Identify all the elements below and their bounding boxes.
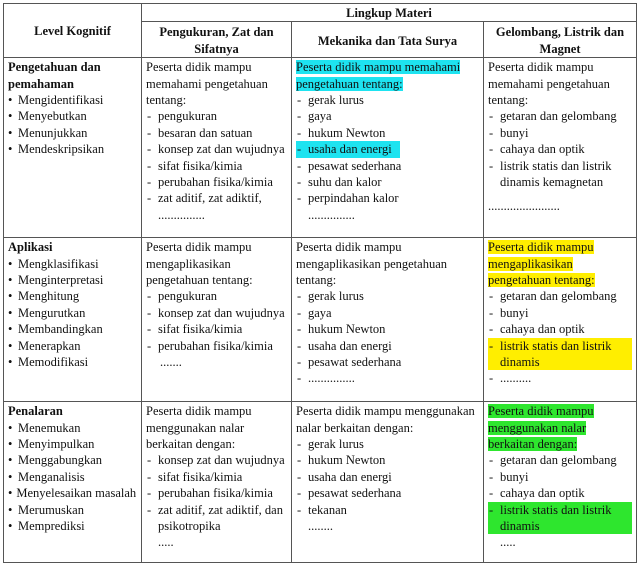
content-cell (292, 238, 484, 402)
list-item: - zat aditif, zat adiktif, dan psikotropika (146, 502, 287, 535)
header-col-waves: Gelombang, Listrik dan Magnet (484, 22, 637, 58)
header-level: Level Kognitif (4, 4, 142, 58)
list-item: - hukum Newton (296, 452, 479, 468)
list-item: - perubahan fisika/kimia (146, 174, 287, 190)
list-item: - pengukuran (146, 108, 287, 124)
list-item: - usaha dan energi (296, 338, 479, 354)
list-item: • Mengurutkan (8, 305, 137, 321)
cell-intro: Peserta didik mampu mengaplikasikan pengetahuan tentang: (146, 240, 253, 288)
list-item: - sifat fisika/kimia (146, 469, 287, 485)
highlighted-list-item: - listrik statis dan listrik dinamis (488, 502, 632, 535)
header-col-measurement: Pengukuran, Zat dan Sifatnya (142, 22, 292, 58)
content-cell (142, 238, 292, 402)
content-cell (292, 402, 484, 563)
list-item: - gerak lurus (296, 436, 479, 452)
header-group: Lingkup Materi (142, 4, 637, 22)
list-item: - konsep zat dan wujudnya (146, 452, 287, 468)
list-item: • Mendeskripsikan (8, 141, 137, 157)
list-item: - hukum Newton (296, 125, 479, 141)
list-item: • Menganalisis (8, 469, 137, 485)
list-item: • Mengklasifikasi (8, 256, 137, 272)
ellipsis: ....... (160, 355, 182, 370)
list-item: - bunyi (488, 469, 632, 485)
list-item: • Menyelesaikan masalah (8, 485, 137, 501)
header-col-mechanics: Mekanika dan Tata Surya (292, 22, 484, 58)
list-item: • Mengidentifikasi (8, 92, 137, 108)
list-item: - gaya (296, 305, 479, 321)
table-row (4, 58, 637, 238)
list-item: - konsep zat dan wujudnya (146, 141, 287, 157)
highlighted-list-item: - listrik statis dan listrik dinamis (488, 338, 632, 371)
cell-intro: Peserta didik mampu memahami pengetahuan tentang: (146, 60, 268, 108)
list-item: - getaran dan gelombang (488, 452, 632, 468)
list-item: • Memprediksi (8, 518, 137, 534)
list-item: - zat aditif, zat adiktif, ............... (146, 190, 287, 223)
level-cell (4, 238, 142, 402)
content-cell (292, 58, 484, 238)
list-item: - gaya (296, 108, 479, 124)
content-cell (484, 402, 637, 563)
highlighted-intro: Peserta didik mampu memahami pengetahuan tentang: (296, 60, 461, 91)
list-item: - cahaya dan optik (488, 485, 632, 501)
content-cell (484, 58, 637, 238)
table-row (4, 402, 637, 563)
list-item: • Menginterpretasi (8, 272, 137, 288)
cell-intro: Peserta didik mampu menggunakan nalar berkaitan dengan: (296, 404, 475, 435)
list-item: - pengukuran (146, 288, 287, 304)
list-item: - besaran dan satuan (146, 125, 287, 141)
list-item: - gerak lurus (296, 92, 479, 108)
list-item: - getaran dan gelombang (488, 288, 632, 304)
cell-intro: Peserta didik mampu memahami pengetahuan tentang: (488, 60, 610, 108)
level-title: Pengetahuan dan pemahaman (8, 60, 101, 91)
ellipsis: ........ (308, 519, 333, 534)
list-item: • Memodifikasi (8, 354, 137, 370)
level-title: Aplikasi (8, 240, 53, 255)
ellipsis: ............... (308, 207, 355, 222)
list-item: - sifat fisika/kimia (146, 321, 287, 337)
list-item: - konsep zat dan wujudnya (146, 305, 287, 321)
list-item: • Menghitung (8, 288, 137, 304)
level-cell (4, 402, 142, 563)
table-row (4, 238, 637, 402)
list-item: - gerak lurus (296, 288, 479, 304)
level-title: Penalaran (8, 404, 63, 419)
list-item: - cahaya dan optik (488, 321, 632, 337)
list-item: - perubahan fisika/kimia (146, 338, 287, 354)
ellipsis: ..... (158, 535, 174, 550)
ellipsis: ..... (500, 535, 516, 550)
list-item: - ............... (296, 370, 479, 386)
highlighted-intro: Peserta didik mampu mengaplikasikan pengetahuan tentang: (488, 240, 595, 288)
list-item: - bunyi (488, 305, 632, 321)
list-item: - cahaya dan optik (488, 141, 632, 157)
list-item: • Menerapkan (8, 338, 137, 354)
cognitive-level-table (3, 3, 637, 563)
list-item: • Membandingkan (8, 321, 137, 337)
list-item: • Menyebutkan (8, 108, 137, 124)
list-item: - sifat fisika/kimia (146, 158, 287, 174)
list-item: - pesawat sederhana (296, 354, 479, 370)
list-item: • Merumuskan (8, 502, 137, 518)
cell-intro: Peserta didik mampu menggunakan nalar berkaitan dengan: (146, 404, 252, 452)
highlighted-list-item: - usaha dan energi (296, 141, 400, 157)
list-item: - tekanan (296, 502, 479, 518)
highlighted-intro: Peserta didik mampu menggunakan nalar berkaitan dengan: (488, 404, 594, 452)
ellipsis: ....................... (488, 199, 560, 214)
list-item: - pesawat sederhana (296, 485, 479, 501)
content-cell (142, 58, 292, 238)
level-cell (4, 58, 142, 238)
content-cell (484, 238, 637, 402)
list-item: - hukum Newton (296, 321, 479, 337)
list-item: - perubahan fisika/kimia (146, 485, 287, 501)
list-item: - bunyi (488, 125, 632, 141)
list-item: - listrik statis dan listrik dinamis kemagnetan (488, 158, 632, 191)
list-item: - perpindahan kalor (296, 190, 479, 206)
list-item: • Menggabungkan (8, 452, 137, 468)
list-item: - usaha dan energi (296, 469, 479, 485)
list-item: - getaran dan gelombang (488, 108, 632, 124)
list-item: • Menunjukkan (8, 125, 137, 141)
list-item: - suhu dan kalor (296, 174, 479, 190)
cell-intro: Peserta didik mampu mengaplikasikan pengetahuan tentang: (296, 240, 447, 288)
content-cell (142, 402, 292, 563)
list-item: • Menyimpulkan (8, 436, 137, 452)
list-item: • Menemukan (8, 420, 137, 436)
list-item: - pesawat sederhana (296, 158, 479, 174)
list-item: - .......... (488, 370, 632, 386)
